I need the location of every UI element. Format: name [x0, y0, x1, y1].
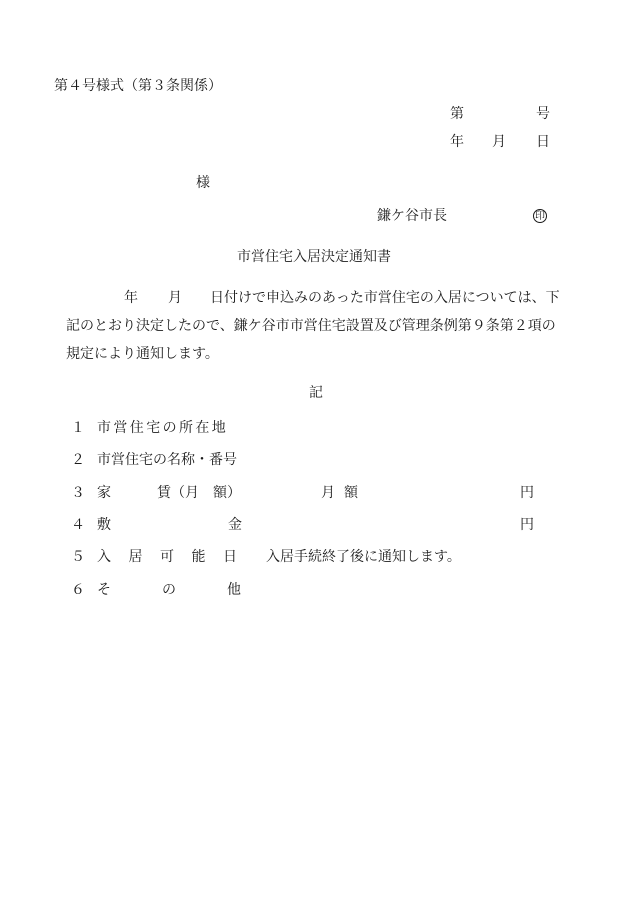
item-number: ２	[71, 452, 85, 468]
body-line1-month: 月	[168, 290, 182, 306]
item-label-name: 市営住宅の名称・番号	[97, 452, 237, 468]
seal-icon: 印	[535, 211, 545, 222]
doc-number-prefix: 第	[450, 106, 464, 122]
body-line2-text: 記のとおり決定したので、鎌ケ谷市市営住宅設置及び管理条例第９条第２項の	[66, 318, 556, 334]
item-number: ４	[71, 517, 85, 533]
date-month: 月	[492, 134, 506, 150]
item-label-move-in-date: 入居可能日	[97, 549, 255, 565]
item-label-rent-b: 賃（月 額）	[157, 485, 241, 501]
item-number: ５	[71, 549, 85, 565]
item-label-other-b: の	[162, 582, 176, 598]
seal-mark	[533, 209, 547, 223]
monthly-amount-label: 月額	[321, 485, 367, 501]
item-number: １	[71, 420, 85, 436]
ki-heading: 記	[309, 385, 323, 401]
addressee-honorific: 様	[196, 175, 210, 191]
document-title: 市営住宅入居決定通知書	[237, 249, 391, 265]
item-label-rent-a: 家	[97, 485, 111, 501]
yen-unit: 円	[520, 517, 534, 533]
form-number: 第４号様式（第３条関係）	[54, 78, 222, 94]
date-year: 年	[450, 134, 464, 150]
item-note-move-in: 入居手続終了後に通知します。	[266, 549, 461, 565]
yen-unit: 円	[520, 485, 534, 501]
issuer-name: 鎌ケ谷市長	[377, 208, 447, 224]
doc-number-suffix: 号	[536, 106, 550, 122]
date-day: 日	[536, 134, 550, 150]
item-label-other-c: 他	[227, 582, 241, 598]
item-number: ３	[71, 485, 85, 501]
item-number: ６	[71, 582, 85, 598]
body-line3-text: 規定により通知します。	[66, 346, 219, 362]
body-line1-text: 日付けで申込みのあった市営住宅の入居については、下	[210, 290, 560, 306]
body-line1-year: 年	[124, 290, 138, 306]
item-label-deposit-a: 敷	[97, 517, 111, 533]
item-label-other-a: そ	[97, 582, 111, 598]
item-label-deposit-b: 金	[228, 517, 242, 533]
item-label-location: 市営住宅の所在地	[97, 420, 229, 436]
